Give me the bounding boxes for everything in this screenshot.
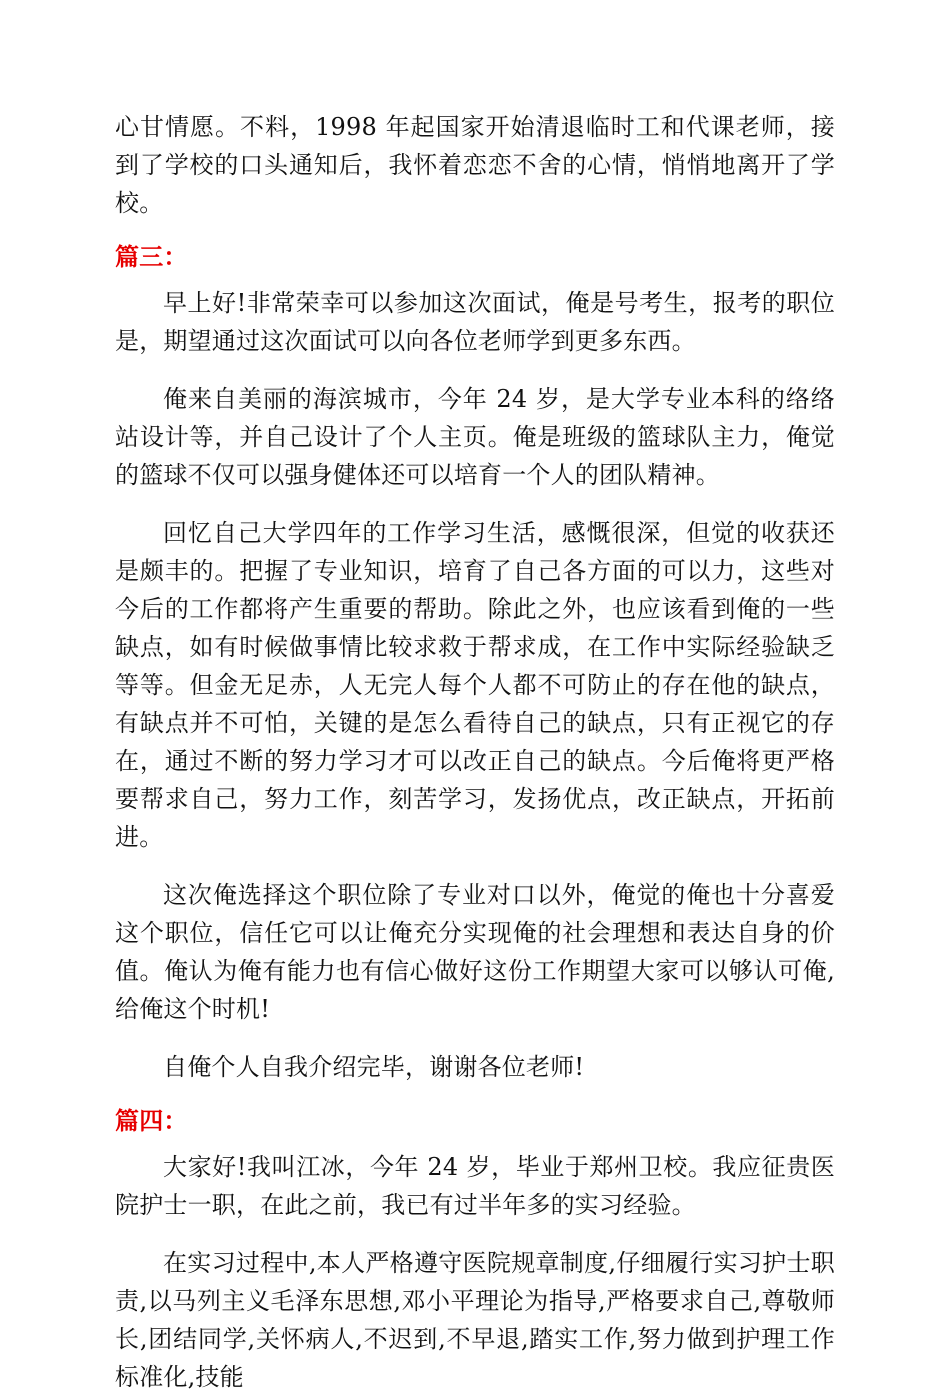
paragraph-motivation: 这次俺选择这个职位除了专业对口以外，俺觉的俺也十分喜爱这个职位，信任它可以让俺充分实现俺的社会理想和表达自身的价值。俺认为俺有能力也有信心做好这份工作期望大家可以够认可俺,给俺这个时机! — [115, 881, 835, 1023]
paragraph-reflection: 回忆自己大学四年的工作学习生活，感慨很深，但觉的收获还是颇丰的。把握了专业知识，培育了自己各方面的可以力，这些对今后的工作都将产生重要的帮助。除此之外，也应该看到俺的一些缺点，如有时候做事情比较求救于帮求成，在工作中实际经验缺乏等等。但金无足赤，人无完人每个人都不可防止的存在他的缺点，有缺点并不可怕，关键的是怎么看待自己的缺点，只有正视它的存在，通过不断的努力学习才可以改正自己的缺点。今后俺将更严格要帮求自己，努力工作，刻苦学习，发扬优点，改正缺点，开拓前进。 — [115, 519, 835, 851]
section-heading-part-three: 篇三： — [115, 243, 188, 271]
paragraph-continued: 心甘情愿。不料，1998 年起国家开始清退临时工和代课老师，接到了学校的口头通知后，我怀着恋恋不舍的心情，悄悄地离开了学校。 — [115, 113, 835, 217]
paragraph-introduction: 大家好!我叫江冰，今年 24 岁，毕业于郑州卫校。我应征贵医院护士一职，在此之前，我已有过半年多的实习经验。 — [115, 1153, 835, 1219]
section-heading-part-four: 篇四： — [115, 1107, 188, 1135]
paragraph-greeting: 早上好!非常荣幸可以参加这次面试，俺是号考生，报考的职位是，期望通过这次面试可以向各位老师学到更多东西。 — [115, 289, 835, 355]
paragraph-background: 俺来自美丽的海滨城市，今年 24 岁，是大学专业本科的络络站设计等，并自己设计了个人主页。俺是班级的篮球队主力，俺觉的篮球不仅可以强身健体还可以培育一个人的团队精神。 — [115, 385, 835, 489]
paragraph-internship: 在实习过程中,本人严格遵守医院规章制度,仔细履行实习护士职责,以马列主义毛泽东思想,邓小平理论为指导,严格要求自己,尊敬师长,团结同学,关怀病人,不迟到,不早退,踏实工作,努力做到护理工作标准化,技能 — [115, 1249, 835, 1391]
paragraph-closing: 自俺个人自我介绍完毕，谢谢各位老师! — [163, 1053, 585, 1081]
document-body — [115, 108, 835, 1396]
